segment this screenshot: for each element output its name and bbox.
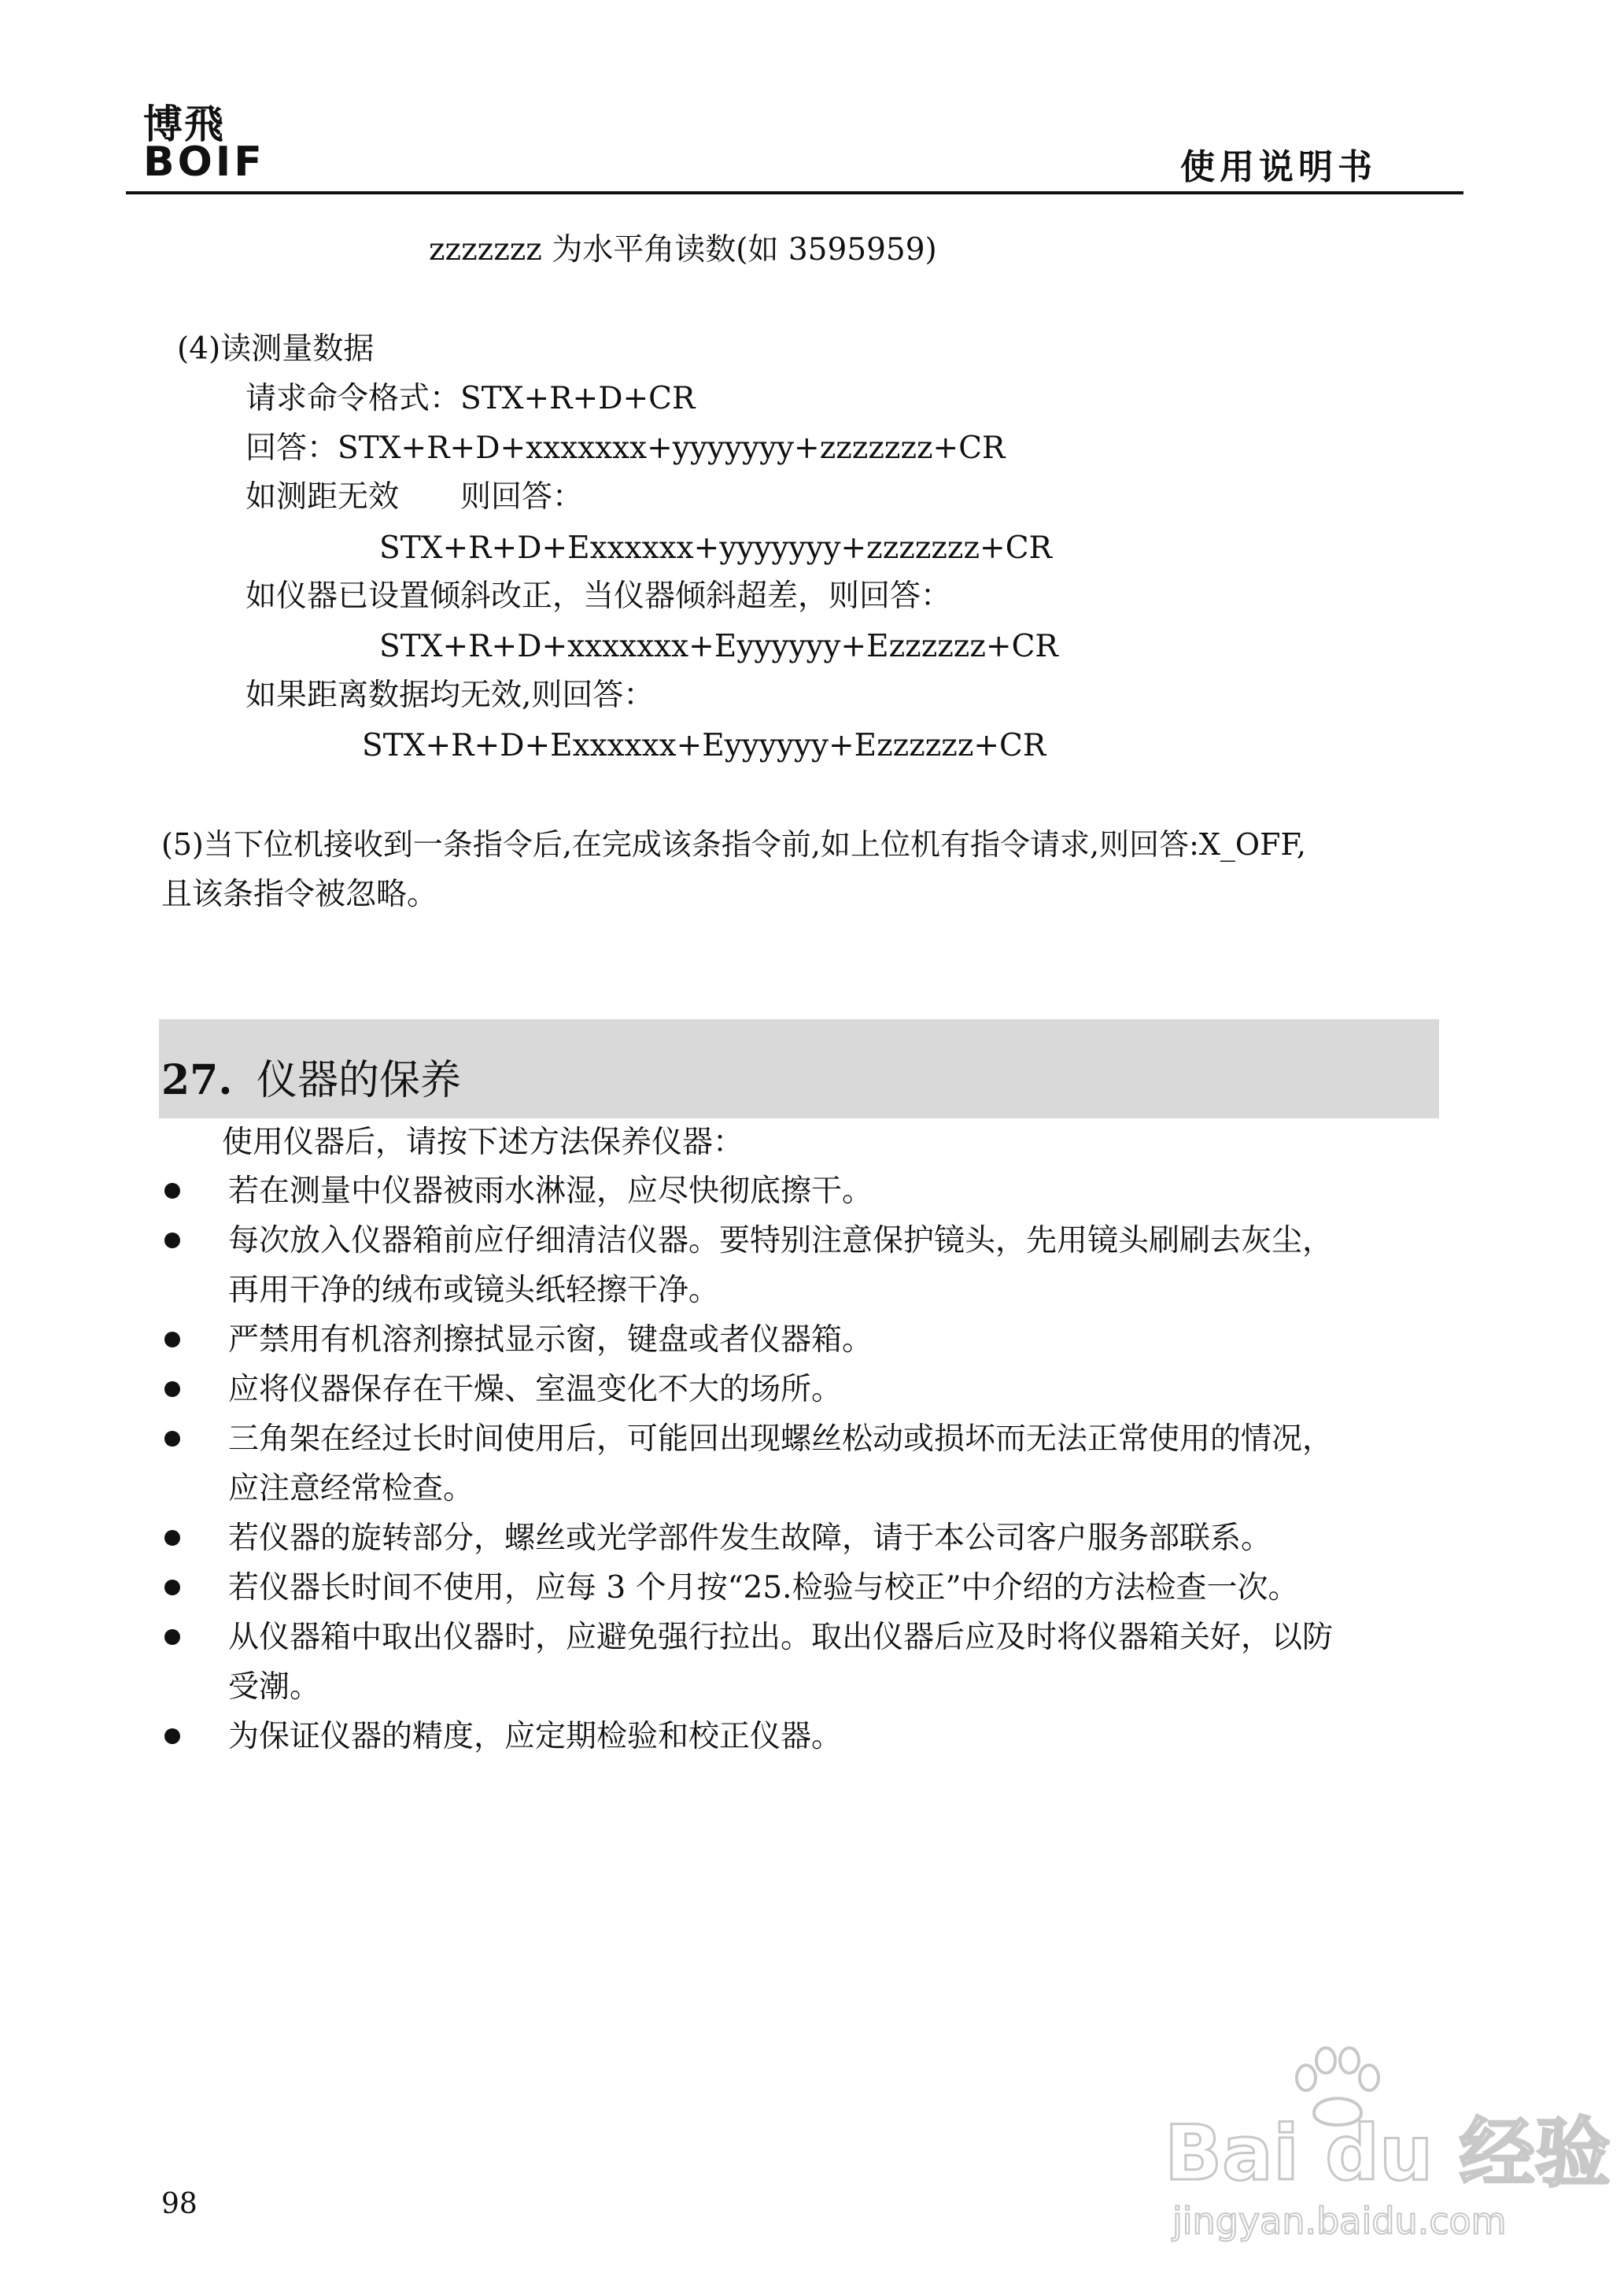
bullet-icon: [164, 1431, 180, 1447]
item5-line1: (5)当下位机接收到一条指令后,在完成该条指令前,如上位机有指令请求,则回答:X_OFF,: [161, 827, 1306, 862]
list-item: 若在测量中仪器被雨水淋湿，应尽快彻底擦干。: [228, 1173, 873, 1209]
list-item: 严禁用有机溶剂擦拭显示窗，键盘或者仪器箱。: [228, 1322, 873, 1358]
manual-title: 使用说明书: [1180, 147, 1377, 187]
list-item-continuation: 受潮。: [228, 1669, 321, 1705]
bullet-icon: [164, 1580, 180, 1595]
list-item: 为保证仪器的精度，应定期检验和校正仪器。: [228, 1719, 843, 1754]
item4-all-invalid-reply: STX+R+D+Exxxxxx+Eyyyyyy+Ezzzzzz+CR: [362, 728, 1046, 763]
bullet-icon: [164, 1629, 180, 1645]
section-intro: 使用仪器后，请按下述方法保养仪器：: [222, 1125, 744, 1160]
list-item: 若仪器的旋转部分，螺丝或光学部件发生故障，请于本公司客户服务部联系。: [228, 1521, 1272, 1556]
list-item: 从仪器箱中取出仪器时，应避免强行拉出。取出仪器后应及时将仪器箱关好，以防: [228, 1620, 1334, 1655]
bullet-icon: [164, 1530, 180, 1546]
item4-all-invalid: 如果距离数据均无效,则回答：: [245, 678, 655, 713]
intro-line: zzzzzzz 为水平角读数(如 3595959): [429, 232, 937, 268]
item4-tilt: 如仪器已设置倾斜改正，当仪器倾斜超差，则回答：: [245, 578, 952, 614]
section-heading: [161, 1047, 461, 1106]
item4-invalid: 如测距无效 则回答：: [245, 479, 584, 515]
bullet-icon: [164, 1232, 180, 1248]
item5-line2: 且该条指令被忽略。: [161, 877, 438, 912]
list-item: 三角架在经过长时间使用后，可能回出现螺丝松动或损坏而无法正常使用的情况，: [228, 1421, 1334, 1457]
list-item: 应将仪器保存在干燥、室温变化不大的场所。: [228, 1372, 843, 1407]
bullet-icon: [164, 1728, 180, 1744]
section-number: 27.: [161, 1056, 233, 1104]
page-number: 98: [161, 2188, 197, 2220]
list-item: 若仪器长时间不使用，应每 3 个月按“25.检验与校正”中介绍的方法检查一次。: [228, 1570, 1299, 1606]
logo-english: BOIF: [143, 139, 265, 186]
list-item-continuation: 应注意经常检查。: [228, 1471, 474, 1506]
section-title: 仪器的保养: [257, 1057, 462, 1104]
item4-title: (4)读测量数据: [177, 331, 375, 367]
watermark-brand: Bai du 经验: [1164, 2109, 1611, 2197]
watermark-url: jingyan.baidu.com: [1172, 2200, 1507, 2242]
logo-chinese: 博飛: [143, 102, 225, 147]
bullet-icon: [164, 1332, 180, 1347]
bullet-icon: [164, 1183, 180, 1199]
item4-invalid-reply: STX+R+D+Exxxxxx+yyyyyyy+zzzzzzz+CR: [379, 530, 1052, 566]
list-item: 每次放入仪器箱前应仔细清洁仪器。要特别注意保护镜头，先用镜头刷刷去灰尘，: [228, 1223, 1334, 1258]
item4-reply: 回答：STX+R+D+xxxxxxx+yyyyyyy+zzzzzzz+CR: [245, 431, 1006, 466]
item4-request: 请求命令格式：STX+R+D+CR: [245, 381, 696, 416]
list-item-continuation: 再用干净的绒布或镜头纸轻擦干净。: [228, 1273, 720, 1308]
item4-tilt-reply: STX+R+D+xxxxxxx+Eyyyyyy+Ezzzzzz+CR: [379, 629, 1058, 664]
header-rule: [126, 191, 1463, 194]
bullet-icon: [164, 1381, 180, 1397]
